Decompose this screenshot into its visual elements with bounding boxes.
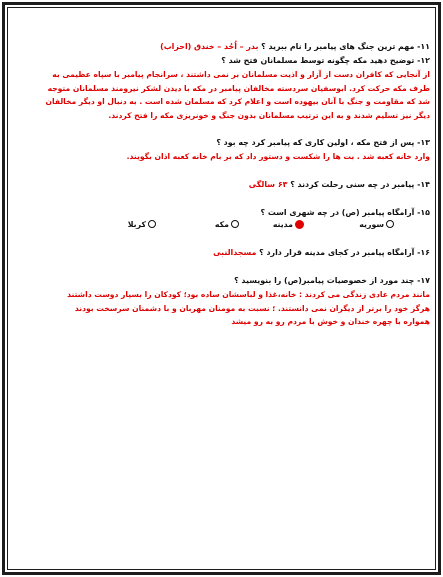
radio-icon[interactable] xyxy=(231,220,239,228)
answer-17-line: همواره با چهره خندان و خوش با مردم رو به رو میشد xyxy=(231,317,430,327)
answer-12-line: دیگر نیز تسلیم شدند و به این ترتیب مسلمانان بدون جنگ و خونریزی مکه را فتح کردند. xyxy=(108,110,430,120)
option-karbala[interactable]: کربلا xyxy=(128,220,156,229)
question-13: ۱۳- پس از فتح مکه ، اولین کاری که پیامبر کرد چه بود ؟ xyxy=(216,138,430,148)
answer-12-line: از آنجایی که کافران دست از آزار و اذیت مسلمانان بر نمی داشتند ، سرانجام پیامبر با سپاه عظیمی به xyxy=(52,70,430,79)
radio-icon[interactable] xyxy=(148,220,156,228)
question-14-text: ۱۴- پیامبر در چه سنی رحلت کردند ؟ xyxy=(290,179,430,189)
worksheet-content xyxy=(12,40,430,329)
question-16 xyxy=(12,246,430,260)
answer-12-line: شد که مقاومت و جنگ با آنان بیهوده است و اعلام کرد که مسلمان شده است . به دنبال او دیگر مخالفان xyxy=(45,97,430,107)
question-11 xyxy=(12,40,430,54)
question-12: ۱۲- توضیح دهید مکه چگونه توسط مسلمانان فتح شد ؟ xyxy=(221,56,430,65)
radio-selected-icon[interactable] xyxy=(295,220,304,229)
option-mecca[interactable]: مکه xyxy=(215,220,239,229)
radio-icon[interactable] xyxy=(386,220,394,228)
answer-11: بدر – اُحُد – خندق (احزاب) xyxy=(160,42,259,51)
answer-12-line: طرف مکه حرکت کرد. ابوسفیان سردسته مخالفان پیامبر در مکه با دیدن لشکر نیرومند مسلمانان متوجه xyxy=(47,83,430,93)
question-15-options xyxy=(12,220,430,236)
option-syria[interactable]: سوریه xyxy=(359,220,394,229)
question-17: ۱۷- چند مورد از خصوصیات پیامبر(ص) را بنویسید ؟ xyxy=(234,275,430,285)
answer-13: وارد خانه کعبه شد . بت ها را شکست و دستور داد که بر بام خانه کعبه اذان بگویند. xyxy=(126,152,430,162)
answer-17-line: هرگز خود را برتر از دیگران نمی دانستند. ؛ نسبت به مومنان مهربان و با دشمنان سرسخت بودند xyxy=(74,303,430,313)
question-11-text: ۱۱- مهم ترین جنگ های پیامبر را نام ببرید ؟ xyxy=(261,42,430,51)
answer-17-line: مانند مردم عادی زندگی می کردند : خانه،غذا و لباسشان ساده بود؛ کودکان را بسیار دوست داشتند xyxy=(67,289,430,299)
question-15: ۱۵- آرامگاه پیامبر (ص) در چه شهری است ؟ xyxy=(260,207,430,217)
option-medina[interactable]: مدینه xyxy=(273,220,304,229)
answer-14: ۶۳ سالگی xyxy=(248,179,288,189)
question-14 xyxy=(12,178,430,192)
answer-16: مسجدالنبی xyxy=(213,247,257,257)
question-16-text: ۱۶- آرامگاه پیامبر در کجای مدینه قرار دارد ؟ xyxy=(259,247,430,257)
